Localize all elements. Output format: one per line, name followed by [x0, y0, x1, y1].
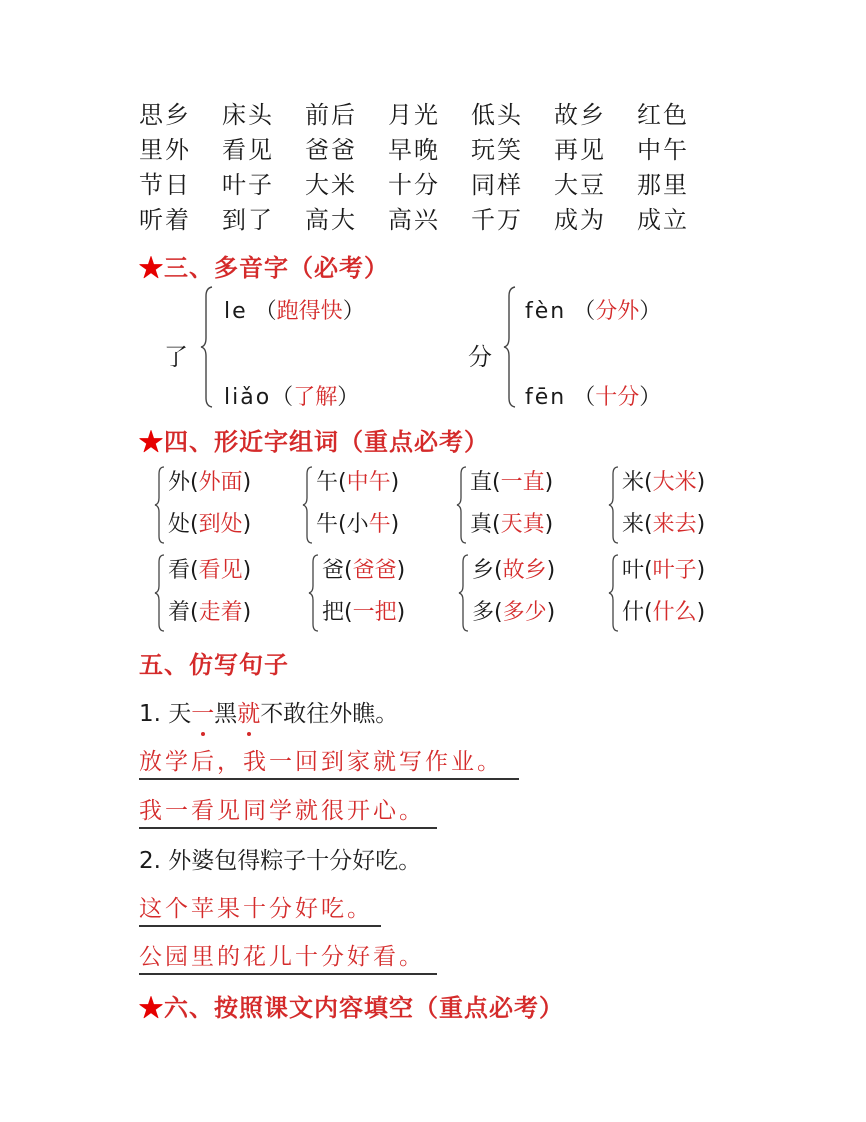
vocab-word: 里外: [139, 136, 191, 164]
section-3-heading: [139, 248, 389, 283]
brace-icon: [503, 286, 513, 408]
star-icon: ★: [139, 427, 164, 456]
polyphone-reading: le （跑得快）: [224, 299, 365, 324]
vocab-word: 高兴: [388, 206, 440, 234]
vocab-word: 前后: [305, 101, 357, 129]
brace-icon: [154, 553, 166, 637]
similar-char-group: [456, 465, 596, 545]
group-line: 直(一直): [470, 470, 554, 495]
group-line: 把(一把): [322, 600, 406, 625]
group-line: 米(大米): [622, 470, 706, 495]
vocab-word: 床头: [222, 101, 274, 129]
section-6-title: 六、按照课文内容填空（重点必考）: [164, 993, 564, 1022]
brace-icon: [458, 553, 470, 637]
group-line: 爸(爸爸): [322, 558, 406, 583]
emphasis-char: 就: [237, 701, 261, 727]
vocab-word: 叶子: [222, 171, 274, 199]
example-sentence-1: 1. 天一黑就不敢往外瞧。: [139, 701, 399, 727]
group-line: 乡(故乡): [472, 558, 556, 583]
answer-line: 公园里的花儿十分好看。: [139, 938, 437, 975]
group-line: 叶(叶子): [622, 558, 706, 583]
brace-icon: [154, 465, 166, 549]
brace-icon: [308, 553, 320, 637]
group-line: 看(看见): [168, 558, 252, 583]
group-line: 午(中午): [316, 470, 400, 495]
vocab-word: 大米: [305, 171, 357, 199]
example-sentence-2: 2. 外婆包得粽子十分好吃。: [139, 848, 422, 874]
similar-char-group: [608, 553, 748, 633]
group-line: 什(什么): [622, 600, 706, 625]
vocab-word: 高大: [305, 206, 357, 234]
similar-char-group: [154, 553, 294, 633]
vocab-word: 同样: [471, 171, 523, 199]
section-4-heading: [139, 422, 489, 457]
vocab-word: 成为: [554, 206, 606, 234]
polyphone-char: 了: [164, 343, 188, 371]
similar-char-group: [302, 465, 442, 545]
answer-line: 这个苹果十分好吃。: [139, 890, 381, 927]
group-line: 多(多少): [472, 600, 556, 625]
vocab-word: 十分: [388, 171, 440, 199]
vocab-word: 低头: [471, 101, 523, 129]
similar-char-group: [308, 553, 448, 633]
vocab-word: 千万: [471, 206, 523, 234]
vocab-word: 到了: [222, 206, 274, 234]
group-line: 着(走着): [168, 600, 252, 625]
brace-icon: [608, 465, 620, 549]
section-5-heading: [139, 645, 289, 680]
vocab-row: [139, 130, 720, 165]
group-line: 来(来去): [622, 512, 706, 537]
group-line: 真(天真): [470, 512, 554, 537]
brace-icon: [456, 465, 468, 549]
vocab-word: 听着: [139, 206, 191, 234]
vocab-word: 月光: [388, 101, 440, 129]
vocab-word: 大豆: [554, 171, 606, 199]
polyphone-char: 分: [468, 343, 492, 371]
brace-icon: [200, 286, 210, 408]
vocab-word: 故乡: [554, 101, 606, 129]
vocab-word: 那里: [637, 171, 689, 199]
vocab-word: 看见: [222, 136, 274, 164]
similar-char-group: [154, 465, 294, 545]
similar-char-group: [458, 553, 598, 633]
group-line: 处(到处): [168, 512, 252, 537]
brace-icon: [608, 553, 620, 637]
answer-line: 放学后，我一回到家就写作业。: [139, 743, 519, 780]
vocab-row: [139, 95, 720, 130]
vocabulary-grid: [139, 95, 720, 235]
section-5-title: 五、仿写句子: [139, 650, 289, 679]
section-6-heading: [139, 988, 564, 1023]
polyphone-reading: fēn （十分）: [525, 385, 662, 410]
group-line: 外(外面): [168, 470, 252, 495]
star-icon: ★: [139, 993, 164, 1022]
brace-icon: [302, 465, 314, 549]
vocab-row: [139, 200, 720, 235]
vocab-word: 节日: [139, 171, 191, 199]
section-4-title: 四、形近字组词（重点必考）: [164, 427, 489, 456]
group-line: 牛(小牛): [316, 512, 400, 537]
vocab-word: 中午: [637, 136, 689, 164]
vocab-word: 再见: [554, 136, 606, 164]
vocab-word: 思乡: [139, 101, 191, 129]
vocab-word: 玩笑: [471, 136, 523, 164]
similar-char-group: [608, 465, 748, 545]
emphasis-char: 一: [191, 701, 215, 727]
vocab-word: 成立: [637, 206, 689, 234]
answer-line: 我一看见同学就很开心。: [139, 792, 437, 829]
section-3-title: 三、多音字（必考）: [164, 253, 389, 282]
vocab-row: [139, 165, 720, 200]
polyphone-reading: fèn （分外）: [525, 299, 662, 324]
star-icon: ★: [139, 253, 164, 282]
vocab-word: 早晚: [388, 136, 440, 164]
vocab-word: 爸爸: [305, 136, 357, 164]
vocab-word: 红色: [637, 101, 689, 129]
polyphone-reading: liǎo（了解）: [224, 385, 360, 410]
